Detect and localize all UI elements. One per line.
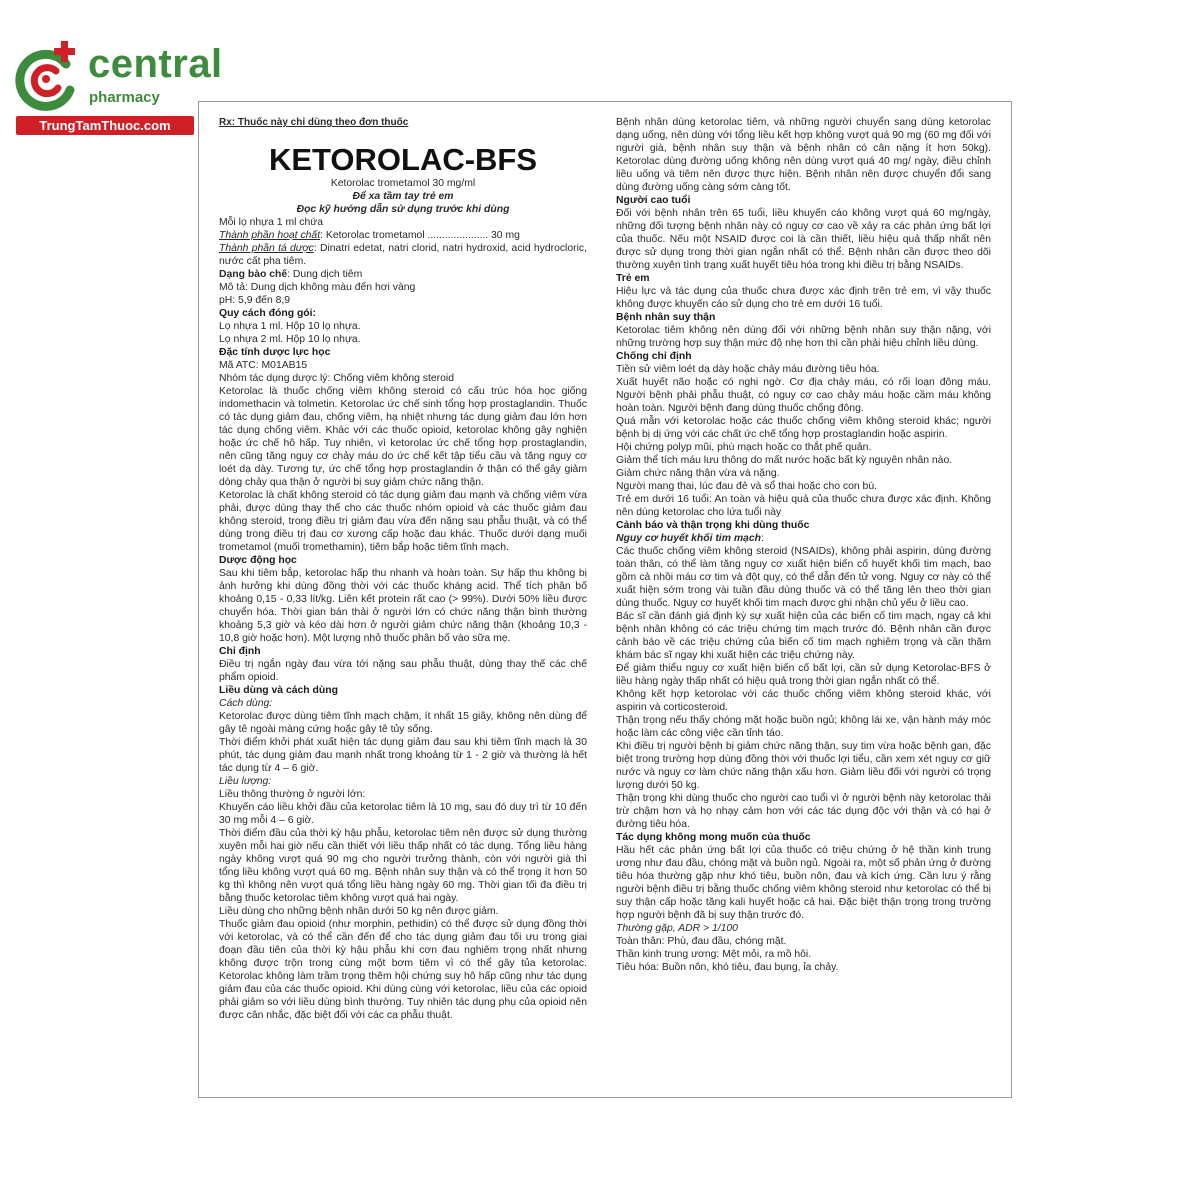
atc-code: Mã ATC: M01AB15: [219, 360, 308, 371]
method-text: Thời điểm khởi phát xuất hiện tác dụng giảm đau sau khi tiêm tĩnh mạch là 30 phút, tác dụng giảm đau mạnh nhất trong khoảng từ 1 - 2 giờ và thường là hết tác dụng từ 4 – 6 giờ.: [219, 737, 587, 774]
method-text: Ketorolac được dùng tiêm tĩnh mạch chậm, ít nhất 15 giây, không nên dùng để gây tê ngoài màng cứng hoặc gây tê tủy sống.: [219, 711, 587, 735]
contraindication-item: Hội chứng polyp mũi, phù mạch hoặc co thắt phế quản.: [616, 442, 872, 453]
renal-text: Ketorolac tiêm không nên dùng đối với những bệnh nhân suy thận nặng, với những trường hợp suy thận mức độ nhẹ hơn thì cần phải hiệu chỉnh liều dùng.: [616, 325, 991, 349]
dosage-heading: Liều dùng và cách dùng: [219, 685, 338, 696]
adverse-item: Thần kinh trung ương: Mệt mỏi, ra mồ hôi.: [616, 949, 812, 960]
pharmacy-logo-icon: [8, 38, 86, 116]
brand-subtitle: pharmacy: [89, 89, 160, 106]
adverse-text: Hầu hết các phản ứng bất lợi của thuốc có triệu chứng ở hệ thần kinh trung ương như đau đầu, chóng mặt và buồn ngủ. Ngoài ra, một số phản ứng ở đường tiêu hóa thường gặp như khó tiêu, buồn nôn, đau và kích ứng. Cần lưu ý rằng người bệnh điều trị bằng thuốc chống viêm không steroid như ketorolac có thể bị suy thận cấp hoặc tăng kali huyết hoặc cả hai. Đặc biệt thận trọng trong trường hợp người bệnh đã bị suy thận trước đó.: [616, 845, 991, 921]
warning-item: Khi điều trị người bệnh bị giảm chức năng thận, suy tim vừa hoặc bệnh gan, đặc biệt trong trường hợp dùng đồng thời với thuốc lợi tiểu, cần xem xét nguy cơ giữ nước và nguy cơ làm chức năng thận xấu hơn. Giảm liều đối với người có trọng lượng dưới 50 kg.: [616, 741, 991, 791]
pharmacokinetics-text: Sau khi tiêm bắp, ketorolac hấp thu nhanh và hoàn toàn. Sự hấp thu không bị ảnh hưởng khi dùng đồng thời với các thuốc kháng acid. Thể tích phân bố khoảng 0,15 - 0,33 lít/kg. Liên kết protein rất cao (> 99%). Dưới 50% liều được chuyển hóa. Thời gian bán thải ở người lớn có chức năng thận bình thường khoảng 5,3 giờ và kéo dài hơn ở người giảm chức năng thận (khoảng 10,3 - 10,8 giờ hoặc hơn). Một lượng nhỏ thuốc phân bố vào sữa mẹ.: [219, 568, 587, 644]
brand-name: central: [88, 42, 223, 86]
dosage-form: Dạng bào chế: Dung dịch tiêm: [219, 269, 363, 280]
packaging-heading: Quy cách đóng gói:: [219, 308, 316, 319]
dose-text: Thời điểm đầu của thời kỳ hậu phẫu, ketorolac tiêm nên được sử dụng thường xuyên mỗi hai giờ nếu cần thiết với liều thấp nhất có tác dụng. Tổng liều hàng ngày không vượt quá 90 mg cho người trưởng thành, còn với người già thì tổng liều không vượt quá 60 mg. Bệnh nhân suy thận và có thể trọng ít hơn 50 kg thì không nên vượt quá tổng liều hàng ngày 60 mg. Thời gian tối đa điều trị bằng thuốc ketorolac tiêm không vượt quá hai ngày.: [219, 828, 587, 904]
product-title: KETOROLAC-BFS: [268, 142, 538, 177]
contraindications-heading: Chống chỉ định: [616, 351, 692, 362]
warning-item: Để giảm thiểu nguy cơ xuất hiện biến cố bất lợi, cần sử dụng Ketorolac-BFS ở liều hàng ngày thấp nhất có hiệu quả trong thời gian ngắn nhất có thể.: [616, 663, 991, 687]
warnings-heading: Cảnh báo và thận trọng khi dùng thuốc: [616, 520, 810, 531]
warning-item: Thận trọng nếu thấy chóng mặt hoặc buồn ngủ; không lái xe, vận hành máy móc hoặc làm các công việc cần tỉnh táo.: [616, 715, 991, 739]
rx-note: Rx: Thuốc này chỉ dùng theo đơn thuốc: [219, 117, 409, 128]
dose-text: Thuốc giảm đau opioid (như morphin, pethidin) có thể được sử dụng đồng thời với ketorolac, và có thể cần đến để cho tác dụng giảm đau tối ưu trong giai đoạn đầu tiên của thời kỳ hậu phẫu khi cơn đau nghiêm trọng nhất nhưng không được trộn trong cùng một bơm tiêm vì có thể gây tủa ketorolac. Ketorolac không làm trầm trọng thêm hội chứng suy hô hấp cũng như tác dụng giảm đau của các thuốc opioid. Khi dùng cùng với ketorolac, liều của các opioid phải giảm so với liều dùng bình thường. Tuy nhiên tác dụng phụ của opioid nên được cân nhắc, đặc biệt đối với các ca phẫu thuật.: [219, 919, 587, 1021]
children-text: Hiệu lực và tác dụng của thuốc chưa được xác định trên trẻ em, vì vậy thuốc không được khuyến cáo sử dụng cho trẻ em dưới 16 tuổi.: [616, 286, 991, 310]
leaflet-right-column: [616, 116, 991, 974]
dose-text: Khuyến cáo liều khởi đầu của ketorolac tiêm là 10 mg, sau đó duy trì từ 10 đến 30 mg mỗi 4 – 6 giờ.: [219, 802, 587, 826]
packaging-line: Lọ nhựa 1 ml. Hộp 10 lọ nhựa.: [219, 321, 361, 332]
adult-dose-label: Liều thông thường ở người lớn:: [219, 789, 366, 800]
contraindication-item: Trẻ em dưới 16 tuổi: An toàn và hiệu quả của thuốc chưa được xác định. Không nên dùng ketorolac cho lứa tuổi này: [616, 494, 991, 518]
composition-active: Thành phần hoạt chất: Ketorolac trometamol ..................... 30 mg: [219, 230, 520, 241]
pharmacokinetics-heading: Dược động học: [219, 555, 297, 566]
contraindication-item: Người mang thai, lúc đau đẻ và sổ thai hoặc cho con bú.: [616, 481, 877, 492]
warning-children: Để xa tầm tay trẻ em: [352, 191, 454, 202]
packaging-line: Lọ nhựa 2 ml. Hộp 10 lọ nhựa.: [219, 334, 361, 345]
adverse-heading: Tác dụng không mong muốn của thuốc: [616, 832, 811, 843]
pharmacodynamics-para: Ketorolac là chất không steroid có tác dụng giảm đau mạnh và chống viêm vừa phải, được dùng thay thế cho các thuốc nhóm opioid và các thuốc giảm đau không steroid, trong điều trị giảm đau vừa đến nặng sau phẫu thuật, và có thể dùng trong điều trị đau cơ xương cấp hoặc đau khác. Thuốc dưới dạng muối trometamol (muối tromethamin), tiêm bắp hoặc tiêm tĩnh mạch.: [219, 490, 587, 553]
leaflet-panel: [198, 101, 1012, 1098]
website-banner[interactable]: TrungTamThuoc.com: [16, 116, 194, 135]
composition-intro: Mỗi lọ nhựa 1 ml chứa: [219, 217, 324, 228]
pharmacodynamics-para: Ketorolac là thuốc chống viêm không steroid có cấu trúc hóa học giống indomethacin và tolmetin. Ketorolac ức chế sinh tổng hợp prostaglandin. Thuốc có tác dụng giảm đau, chống viêm, hạ nhiệt nhưng tác dụng giảm đau lớn hơn tác dụng chống viêm. Khác với các thuốc opioid, ketorolac không gây nghiện hoặc ức chế hô hấp. Tuy nhiên, vì ketorolac ức chế tổng hợp prostaglandin, nên cũng tăng nguy cơ chảy máu do ức chế kết tập tiểu cầu và tăng nguy cơ loét dạ dày. Tương tự, ức chế tổng hợp prostaglandin ở thận có thể gây giảm dòng chảy qua thận ở người bị suy giảm chức năng thận.: [219, 386, 587, 488]
adverse-item: Tiêu hóa: Buồn nôn, khó tiêu, đau bụng, ỉa chảy.: [616, 962, 839, 973]
elderly-heading: Người cao tuổi: [616, 195, 691, 206]
warning-item: Không kết hợp ketorolac với các thuốc chống viêm không steroid khác, với aspirin và corticosteroid.: [616, 689, 991, 713]
contraindication-item: Tiền sử viêm loét dạ dày hoặc chảy máu đường tiêu hóa.: [616, 364, 880, 375]
form-description: Mô tả: Dung dịch không màu đến hơi vàng: [219, 282, 416, 293]
adverse-item: Toàn thân: Phù, đau đầu, chóng mặt.: [616, 936, 787, 947]
warning-item: Thận trọng khi dùng thuốc cho người cao tuổi vì ở người bệnh này ketorolac thải trừ chậm hơn và họ nhạy cảm hơn với các tác dụng độc với thận và có hại ở đường tiêu hóa.: [616, 793, 991, 830]
contraindication-item: Xuất huyết não hoặc có nghi ngờ. Cơ địa chảy máu, có rối loạn đông máu. Người bệnh phải phẫu thuật, có nguy cơ cao chảy máu hoặc cầm máu không hoàn toàn. Người bệnh đang dùng thuốc chống đông.: [616, 377, 991, 414]
warning-item: Bác sĩ cần đánh giá định kỳ sự xuất hiện của các biến cố tim mạch, ngay cả khi bệnh nhân không có các triệu chứng tim mạch trước đó. Bệnh nhân cần được cảnh báo về các triệu chứng của biến cố tim mạch nghiêm trọng và cần thăm khám bác sĩ ngay khi xuất hiện các triệu chứng này.: [616, 611, 991, 661]
dose-label: Liều lượng:: [219, 776, 272, 787]
leaflet-left-column: [219, 116, 587, 1022]
adverse-frequency: Thường gặp, ADR > 1/100: [616, 923, 738, 934]
contraindication-item: Giảm thể tích máu lưu thông do mất nước hoặc bất kỳ nguyên nhân nào.: [616, 455, 953, 466]
method-label: Cách dùng:: [219, 698, 273, 709]
drug-group: Nhóm tác dụng dược lý: Chống viêm không steroid: [219, 373, 454, 384]
form-ph: pH: 5,9 đến 8,9: [219, 295, 291, 306]
dose-switch-text: Bệnh nhân dùng ketorolac tiêm, và những người chuyển sang dùng ketorolac dạng uống, nên dùng với tổng liều kết hợp không vượt quá 90 mg (60 mg đối với người già, bệnh nhân suy thận và bệnh nhân có cân nặng ít hơn 50kg). Ketorolac dùng đường uống không nên dùng vượt quá 40 mg/ ngày, điều chỉnh liều uống và tiêm nên được thực hiện. Bệnh nhân nên được chuyển đổi sang dùng đường uống càng sớm càng tốt.: [616, 117, 991, 193]
product-subtitle: Ketorolac trometamol 30 mg/ml: [330, 178, 476, 189]
indications-heading: Chỉ định: [219, 646, 261, 657]
renal-heading: Bệnh nhân suy thận: [616, 312, 716, 323]
children-heading: Trẻ em: [616, 273, 650, 284]
cv-risk-label: Nguy cơ huyết khối tim mạch:: [616, 533, 764, 544]
composition-excipient: Thành phần tá dược: Dinatri edetat, natri clorid, natri hydroxid, acid hydrocloric, nước cất pha tiêm.: [219, 243, 587, 267]
dose-text: Liều dùng cho những bệnh nhân dưới 50 kg nên được giảm.: [219, 906, 499, 917]
warning-item: Các thuốc chống viêm không steroid (NSAIDs), không phải aspirin, dùng đường toàn thân, có thể làm tăng nguy cơ xuất hiện biến cố huyết khối tim mạch, bao gồm cả nhồi máu cơ tim và đột quỵ, có thể dẫn đến tử vong. Nguy cơ này có thể xuất hiện sớm trong vài tuần đầu dùng thuốc và có thể tăng lên theo thời gian dùng thuốc. Nguy cơ huyết khối tim mạch được ghi nhận chủ yếu ở liều cao.: [616, 546, 991, 609]
contraindication-item: Giảm chức năng thận vừa và nặng.: [616, 468, 780, 479]
indications-text: Điều trị ngắn ngày đau vừa tới nặng sau phẫu thuật, dùng thay thế các chế phẩm opioid.: [219, 659, 587, 683]
warning-read: Đọc kỹ hướng dẫn sử dụng trước khi dùng: [296, 204, 510, 215]
pharmacodynamics-heading: Đặc tính dược lực học: [219, 347, 331, 358]
elderly-text: Đối với bệnh nhân trên 65 tuổi, liều khuyến cáo không vượt quá 60 mg/ngày, những đối tượng bệnh nhân này có nguy cơ cao về xảy ra các phản ứng bất lợi của thuốc. Nếu một NSAID được coi là cần thiết, liều hiệu quả thấp nhất nên được sử dụng trong thời gian ngắn nhất có thể. Bệnh nhân cần được theo dõi thường xuyên tình trạng xuất huyết tiêu hóa trong khi điều trị bằng NSAIDs.: [616, 208, 991, 271]
contraindication-item: Quá mẫn với ketorolac hoặc các thuốc chống viêm không steroid khác; người bệnh bị dị ứng với các chất ức chế tổng hợp prostaglandin hoặc aspirin.: [616, 416, 991, 440]
